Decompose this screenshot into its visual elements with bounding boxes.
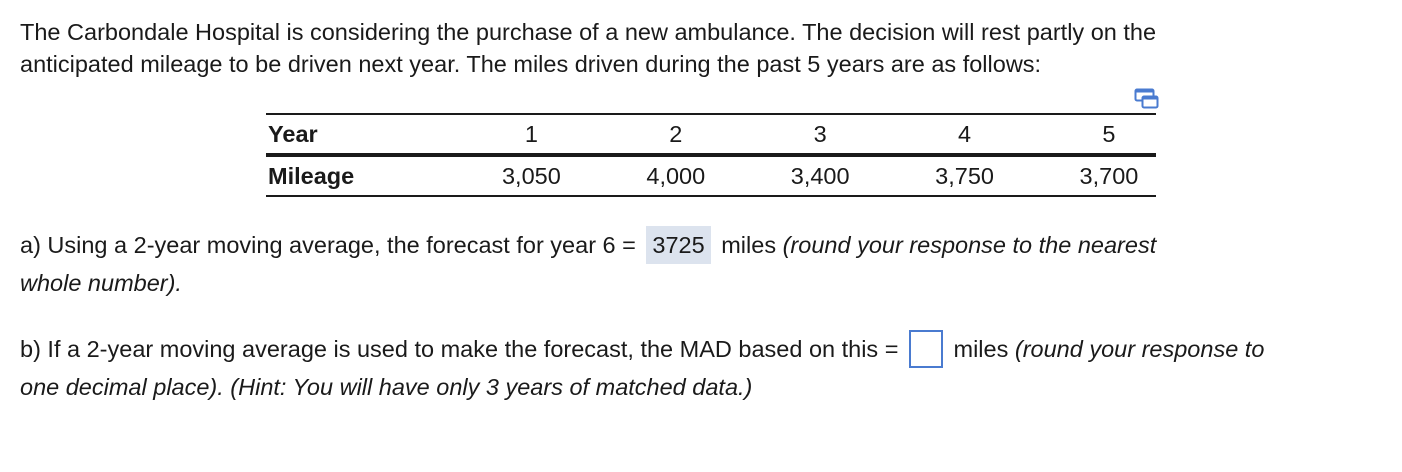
year-cell: 5 (1102, 120, 1116, 147)
table-bottom-rule (266, 195, 1156, 197)
question-b (20, 330, 1395, 406)
question-b-hint-2: one decimal place). (Hint: You will have only 3 years of matched data.) (20, 374, 753, 400)
question-a-answer-field[interactable]: 3725 (646, 226, 710, 264)
question-a-hint-1: (round your response to the nearest (782, 232, 1157, 258)
problem-text-line-1: The Carbondale Hospital is considering the purchase of a new ambulance. The decision will rest partly on the (20, 19, 1157, 45)
question-b-hint-1: (round your response to (1014, 336, 1265, 362)
mileage-cell: 3,400 (790, 162, 850, 189)
row-header-year: Year (268, 120, 318, 147)
question-a-unit: miles (721, 232, 777, 258)
question-a-hint-2: whole number). (20, 270, 182, 296)
row-header-mileage: Mileage (268, 162, 355, 189)
problem-statement (20, 16, 1350, 80)
mileage-cell: 3,700 (1079, 162, 1139, 189)
year-cell: 4 (958, 120, 972, 147)
question-b-answer-field[interactable] (909, 330, 943, 368)
mileage-table (266, 113, 1156, 197)
year-cell: 2 (669, 120, 683, 147)
table-row-mileage (266, 157, 1156, 195)
copy-table-icon[interactable] (1134, 88, 1160, 110)
year-cell: 3 (813, 120, 827, 147)
question-a (20, 226, 1390, 302)
mileage-cell: 3,050 (501, 162, 561, 189)
question-b-unit: miles (953, 336, 1009, 362)
year-cell: 1 (524, 120, 538, 147)
problem-text-line-2: anticipated mileage to be driven next year. The miles driven during the past 5 years are as follows: (20, 51, 1042, 77)
question-b-prefix: b) If a 2-year moving average is used to make the forecast, the MAD based on this = (20, 336, 899, 362)
mileage-cell: 3,750 (935, 162, 994, 189)
question-a-prefix: a) Using a 2-year moving average, the forecast for year 6 = (20, 232, 636, 258)
table-row-year (266, 115, 1156, 153)
mileage-cell: 4,000 (646, 162, 706, 189)
